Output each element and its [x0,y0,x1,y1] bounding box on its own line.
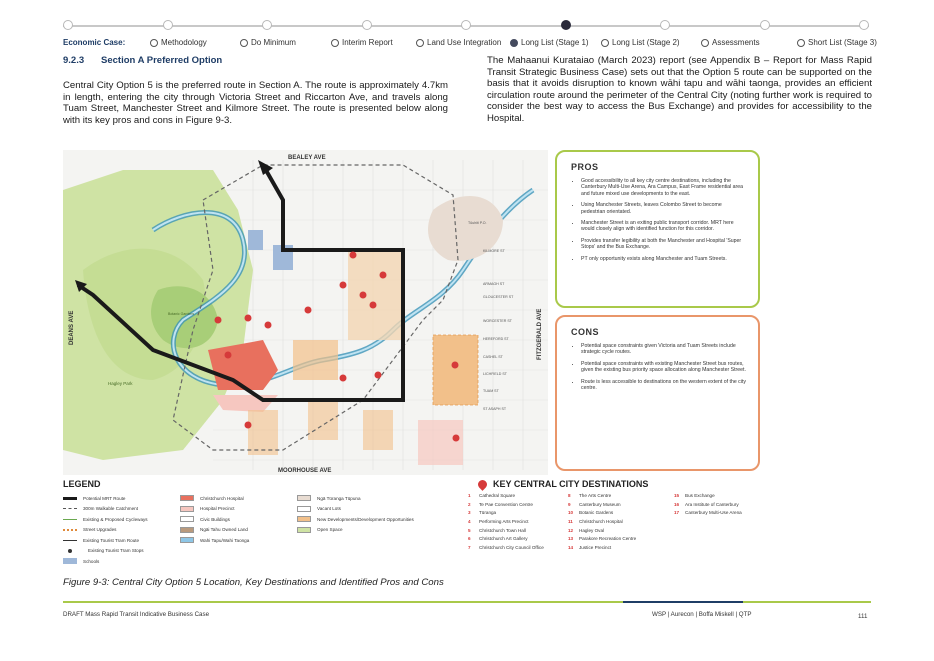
destination-item [568,502,668,511]
destination-item [468,519,568,528]
pros-item: • Manchester Street is an exiting public transport corridor. MRT here would closely align with identified function for this corridor. [581,220,746,233]
legend-swatch [180,527,194,533]
destination-number: 15 [674,493,680,498]
street-tuam: TUAM ST [483,389,499,393]
destination-item [674,502,774,511]
destinations-title [478,479,648,489]
pros-item: • Provides transfer legibility at both the Manchester and Hospital 'Super Stops' and the Bus Exchange. [581,238,746,251]
footer-rule-green-right [743,601,871,603]
destination-label: Christchurch City Council Office [479,545,544,551]
destination-number: 4 [468,519,471,525]
stage-selector [63,38,877,50]
stage-option-label: Land Use Integration [427,38,502,47]
destination-number: 8 [568,493,571,498]
legend-swatch [63,540,77,541]
legend-label: Open Space [317,527,343,533]
destination-number: 2 [468,501,471,507]
destination-label: Hagley Oval [579,527,605,533]
cons-list [571,343,746,391]
destination-number: 11 [568,519,573,525]
destination-item [468,536,568,545]
legend-column-2 [180,493,290,546]
destination-item [568,493,668,502]
destination-item [468,528,568,537]
destination-number: 9 [568,501,571,507]
destinations-column-2 [568,493,668,554]
radio-icon [240,39,248,47]
stage-option[interactable] [240,38,296,47]
destination-label: Canterbury Multi-Use Arena [685,510,742,516]
legend-row [63,546,173,557]
destination-label: Performing Arts Precinct [479,519,529,525]
destination-label: Te Pae Convention Centre [479,501,533,507]
legend-row [180,514,290,525]
destination-number: 14 [568,545,574,551]
destination-label: Christchurch Art Gallery [479,536,528,542]
stage-option[interactable] [510,38,589,47]
destination-item [568,528,668,537]
legend-row [297,504,447,515]
legend-row [63,525,173,536]
destinations-title-text: KEY CENTRAL CITY DESTINATIONS [493,479,649,489]
stage-option[interactable] [601,38,680,47]
destination-label: Canterbury Museum [579,501,621,507]
legend-swatch [180,506,194,512]
legend-row [63,504,173,515]
legend-label: Existing Tourist Tram Route [83,537,140,543]
cons-panel [555,315,760,471]
stage-option-label: Long List (Stage 2) [612,38,680,47]
legend-swatch [63,558,77,564]
pros-panel [555,150,760,308]
legend-label: 300m Walkable Catchment [83,506,138,512]
legend-label: Civic Buildings [200,516,230,522]
legend-swatch [180,537,194,543]
legend-row [63,535,173,546]
footer-rule-blue [623,601,743,603]
legend-column-1 [63,493,173,567]
street-fitzgerald: FITZGERALD AVE [537,308,543,360]
progress-step-dot [760,20,770,30]
progress-step-dot [461,20,471,30]
legend-row [63,556,173,567]
destination-label: Cathedral Square [479,493,516,498]
destination-number: 5 [468,527,471,533]
place-hagley-park: Hagley Park [108,381,133,386]
destinations-column-1 [468,493,568,554]
pros-title: PROS [571,162,599,172]
legend-row [180,504,290,515]
economic-case-label: Economic Case: [63,38,126,47]
destination-number: 10 [568,510,574,516]
street-moorhouse: MOORHOUSE AVE [278,468,332,474]
figure-caption: Figure 9-3: Central City Option 5 Location, Key Destinations and Identified Pros and Cons [63,577,444,588]
radio-icon [331,39,339,47]
radio-icon [510,39,518,47]
cons-item: • Route is less accessible to destinations on the western extent of the city centre. [581,379,746,392]
body-text-right: The Mahaanui Kurataiao (March 2023) report (see Appendix B – Report for Mass Rapid Transit Strategic Business Case) sets out that the Option 5 route can be supported on the basis that it avoids disruption to known wāhi tapu and wāhi taonga, provides an efficient circulation route around the perimeter of the Central City (noting further work is required to consider the best way to access the Bus Exchange) and provides for accessibility to the Hospital. [487,55,872,124]
route-map [63,150,548,475]
destination-label: Tūranga [479,510,497,516]
stage-option[interactable] [797,38,877,47]
progress-step-dot [63,20,73,30]
stage-option[interactable] [701,38,760,47]
legend-row [297,493,447,504]
legend-label: New Developments/Development Opportunities [317,516,414,522]
radio-icon [416,39,424,47]
footer-document-title: DRAFT Mass Rapid Transit Indicative Business Case [63,611,210,618]
legend-row [63,514,173,525]
street-cashel: CASHEL ST [483,355,503,359]
destination-number: 7 [468,545,471,551]
legend-title: LEGEND [63,479,101,489]
radio-icon [797,39,805,47]
destination-item [568,510,668,519]
legend-swatch [297,506,311,512]
street-gloucester: GLOUCESTER ST [483,295,514,299]
legend-row [180,525,290,536]
legend-row [297,525,447,536]
destination-item [568,545,668,554]
destination-number: 3 [468,510,471,516]
legend-swatch [297,495,311,501]
destination-item [468,545,568,554]
legend-swatch [68,549,72,553]
legend-label: Christchurch Hospital [200,495,244,501]
destination-number: 1 [468,493,471,498]
legend-swatch [63,497,77,500]
stage-option[interactable] [416,38,501,47]
street-st-asaph: ST ASAPH ST [483,407,507,411]
legend-row [63,493,173,504]
destination-item [468,510,568,519]
radio-icon [150,39,158,47]
legend-swatch [63,519,77,520]
pros-list [571,178,746,262]
destination-number: 17 [674,510,680,516]
destination-label: Ara Institute of Canterbury [685,501,739,507]
stage-option[interactable] [331,38,393,47]
progress-step-dot [262,20,272,30]
legend-label: Wahi Tapu/Wahi Taonga [200,537,250,543]
cons-item: • Potential space constraints with existing Manchester Street bus routes, given the existing bus priority space allocation along Manchester Street. [581,361,746,374]
destination-item [568,519,668,528]
stage-option-label: Short List (Stage 3) [808,38,877,47]
progress-step-dot [362,20,372,30]
street-lichfield: LICHFIELD ST [483,372,507,376]
destination-label: The Arts Centre [579,493,612,498]
map-pin-icon [476,478,489,491]
destination-number: 13 [568,536,574,542]
progress-step-dot [561,20,571,30]
pros-item: • Using Manchester Streets, leaves Colombo Street to become pedestrian orientated. [581,202,746,215]
section-number: 9.2.3 [63,55,85,66]
footer-authors: WSP | Aurecon | Boffa Miskell | QTP [652,611,752,618]
place-tauhau: Tūuhiti P.O. [468,221,487,225]
destination-label: Christchurch Town Hall [479,527,526,533]
legend-label: Ngā Tūranga Tūpuna [317,495,361,501]
legend-label: Schools [83,558,100,564]
destination-number: 16 [674,501,680,507]
destination-label: Christchurch Hospital [579,519,623,525]
stage-option-label: Long List (Stage 1) [521,38,589,47]
street-hereford: HEREFORD ST [483,337,509,341]
progress-step-dot [859,20,869,30]
cons-title: CONS [571,327,600,337]
stage-option-label: Assessments [712,38,760,47]
legend-swatch [297,516,311,522]
street-deans: DEANS AVE [69,310,75,345]
legend-label: Vacant Lots [317,506,341,512]
legend-swatch [63,508,77,509]
cons-item: • Potential space constraints given Victoria and Tuam Streets include strategic cycle routes. [581,343,746,356]
pros-item: • PT only opportunity exists along Manchester and Tuam Streets. [581,256,746,262]
legend-column-3 [297,493,447,535]
stage-option[interactable] [150,38,207,47]
progress-step-dot [660,20,670,30]
page-number: 111 [858,613,868,620]
street-kilmore: KILMORE ST [483,249,505,253]
legend-label: Potential MRT Route [83,495,126,501]
legend-swatch [180,495,194,501]
legend-label: Hospital Precinct [200,506,235,512]
destination-item [674,493,774,502]
destination-item [568,536,668,545]
stage-option-label: Do Minimum [251,38,296,47]
destination-label: Justice Precinct [579,545,612,551]
legend-label: Street Upgrades [83,527,117,533]
radio-icon [701,39,709,47]
street-bealey: BEALEY AVE [288,155,326,161]
footer-rule-green [63,601,623,603]
destination-label: Parakore Recreation Centre [579,536,637,542]
pros-item: • Good accessibility to all key city centre destinations, including the Canterbury Multi-Use Arena, Ara Campus, East Frame residential area and future mixed use developments to the east. [581,178,746,197]
legend-label: Existing & Proposed Cycleways [83,516,148,522]
stage-option-label: Methodology [161,38,207,47]
radio-icon [601,39,609,47]
street-armagh: ARMAGH ST [483,282,505,286]
legend-row [180,493,290,504]
destination-label: Botanic Gardens [579,510,614,516]
destination-number: 12 [568,527,574,533]
legend-swatch [180,516,194,522]
destination-label: Bus Exchange [685,493,715,498]
stage-option-label: Interim Report [342,38,393,47]
destination-number: 6 [468,536,471,542]
destinations-column-3 [674,493,774,519]
legend-swatch [297,527,311,533]
legend-label: Existing Tourist Tram Stops [88,548,144,554]
destination-item [468,493,568,502]
place-botanic: Botanic Gardens [168,312,195,316]
street-worcester: WORCESTER ST [483,319,512,323]
legend-row [297,514,447,525]
legend-swatch [63,529,77,531]
destination-item [674,510,774,519]
legend-row [180,535,290,546]
legend-label: Ngāi Tahu Owned Land [200,527,248,533]
section-title: Section A Preferred Option [101,55,223,66]
body-text-left: Central City Option 5 is the preferred route in Section A. The route is approximately 4.7km in length, entering the city through Victoria Street and Riccarton Ave, and travels along Tuam Street, Manchester Street and Kilmore Street. The route is presented below along with its key pros and cons in Figure 9-3. [63,80,448,126]
progress-step-dot [163,20,173,30]
destination-item [468,502,568,511]
